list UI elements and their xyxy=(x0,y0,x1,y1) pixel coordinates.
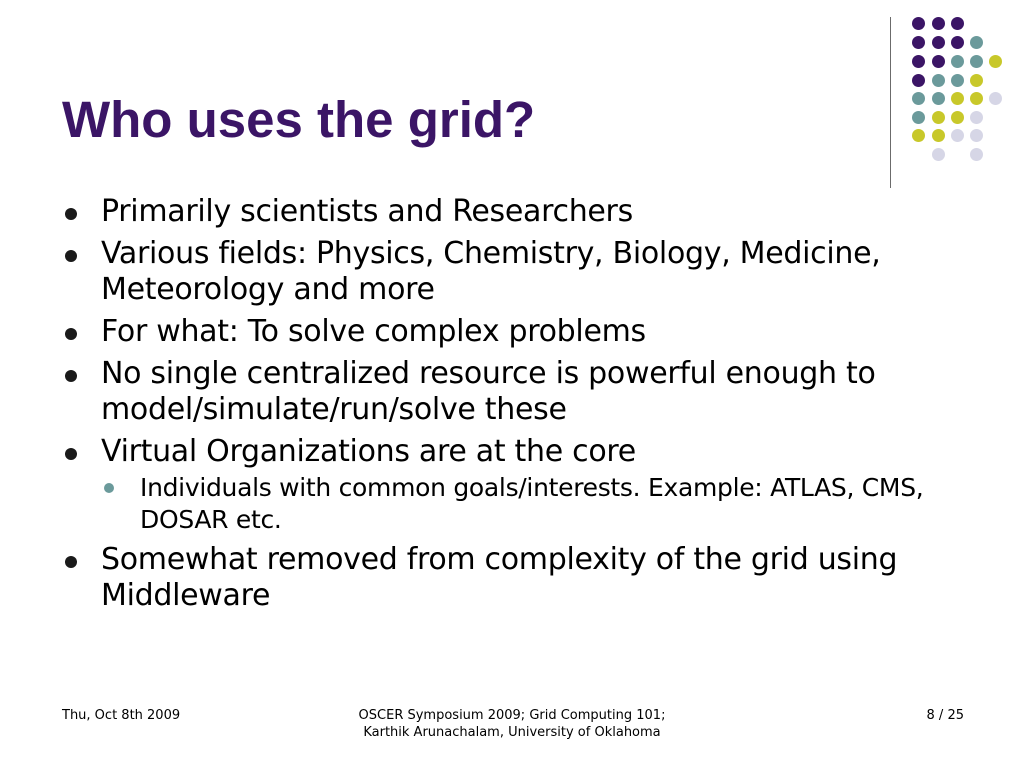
decor-dot xyxy=(932,36,945,49)
bullet-item xyxy=(62,194,982,230)
decor-dot xyxy=(951,17,964,30)
decor-dot xyxy=(970,111,983,124)
decor-dot xyxy=(951,74,964,87)
footer-page-number: 8 / 25 xyxy=(926,708,964,723)
divider-line xyxy=(890,17,891,188)
footer-center xyxy=(312,707,712,741)
bullet-dot-icon xyxy=(65,448,77,460)
decor-dot xyxy=(951,129,964,142)
bullet-text: Virtual Organizations are at the core xyxy=(101,434,636,469)
sub-bullet-text: Individuals with common goals/interests. Example: ATLAS, CMS, DOSAR etc. xyxy=(140,473,924,534)
bullet-item xyxy=(62,356,982,428)
bullet-text: Somewhat removed from complexity of the grid using Middleware xyxy=(101,542,898,613)
slide-title: Who uses the grid? xyxy=(62,91,536,148)
bullet-item xyxy=(62,434,982,536)
decor-dot xyxy=(970,148,983,161)
decor-dot xyxy=(951,55,964,68)
bullet-list xyxy=(62,194,982,620)
bullet-dot-icon xyxy=(65,328,77,340)
decor-dot xyxy=(951,111,964,124)
decor-dot xyxy=(932,17,945,30)
bullet-dot-icon xyxy=(65,208,77,220)
decor-dot xyxy=(912,36,925,49)
bullet-item xyxy=(62,542,982,614)
bullet-dot-icon xyxy=(65,370,77,382)
decor-dot xyxy=(932,129,945,142)
bullet-item xyxy=(62,314,982,350)
decor-dot xyxy=(989,55,1002,68)
decor-dot xyxy=(912,74,925,87)
decor-dot xyxy=(932,111,945,124)
decor-dot xyxy=(970,74,983,87)
decor-dot xyxy=(912,129,925,142)
decor-dot xyxy=(932,74,945,87)
bullet-text: For what: To solve complex problems xyxy=(101,314,646,349)
bullet-text: No single centralized resource is powerful enough to model/simulate/run/solve these xyxy=(101,356,876,427)
bullet-dot-icon xyxy=(65,556,77,568)
decor-dot xyxy=(932,148,945,161)
footer-date: Thu, Oct 8th 2009 xyxy=(62,708,181,723)
decor-dot xyxy=(912,111,925,124)
decor-dot xyxy=(951,36,964,49)
decor-dot xyxy=(970,55,983,68)
bullet-text: Various fields: Physics, Chemistry, Biology, Medicine, Meteorology and more xyxy=(101,236,881,307)
decor-dot xyxy=(970,129,983,142)
decor-dot xyxy=(912,17,925,30)
bullet-text: Primarily scientists and Researchers xyxy=(101,194,633,229)
bullet-dot-icon xyxy=(65,250,77,262)
decor-dot xyxy=(932,92,945,105)
decor-dot xyxy=(989,92,1002,105)
sub-bullet-list xyxy=(101,472,982,536)
decor-dot xyxy=(932,55,945,68)
footer-center-line-1: OSCER Symposium 2009; Grid Computing 101; xyxy=(358,708,666,723)
decor-dot xyxy=(912,55,925,68)
decor-dot xyxy=(951,92,964,105)
decor-dot xyxy=(970,92,983,105)
bullet-item xyxy=(62,236,982,308)
footer-center-line-2: Karthik Arunachalam, University of Oklahoma xyxy=(363,725,661,740)
sub-bullet-item xyxy=(101,472,982,536)
decor-dot xyxy=(970,36,983,49)
sub-bullet-dot-icon xyxy=(104,483,114,493)
decor-dot xyxy=(912,92,925,105)
